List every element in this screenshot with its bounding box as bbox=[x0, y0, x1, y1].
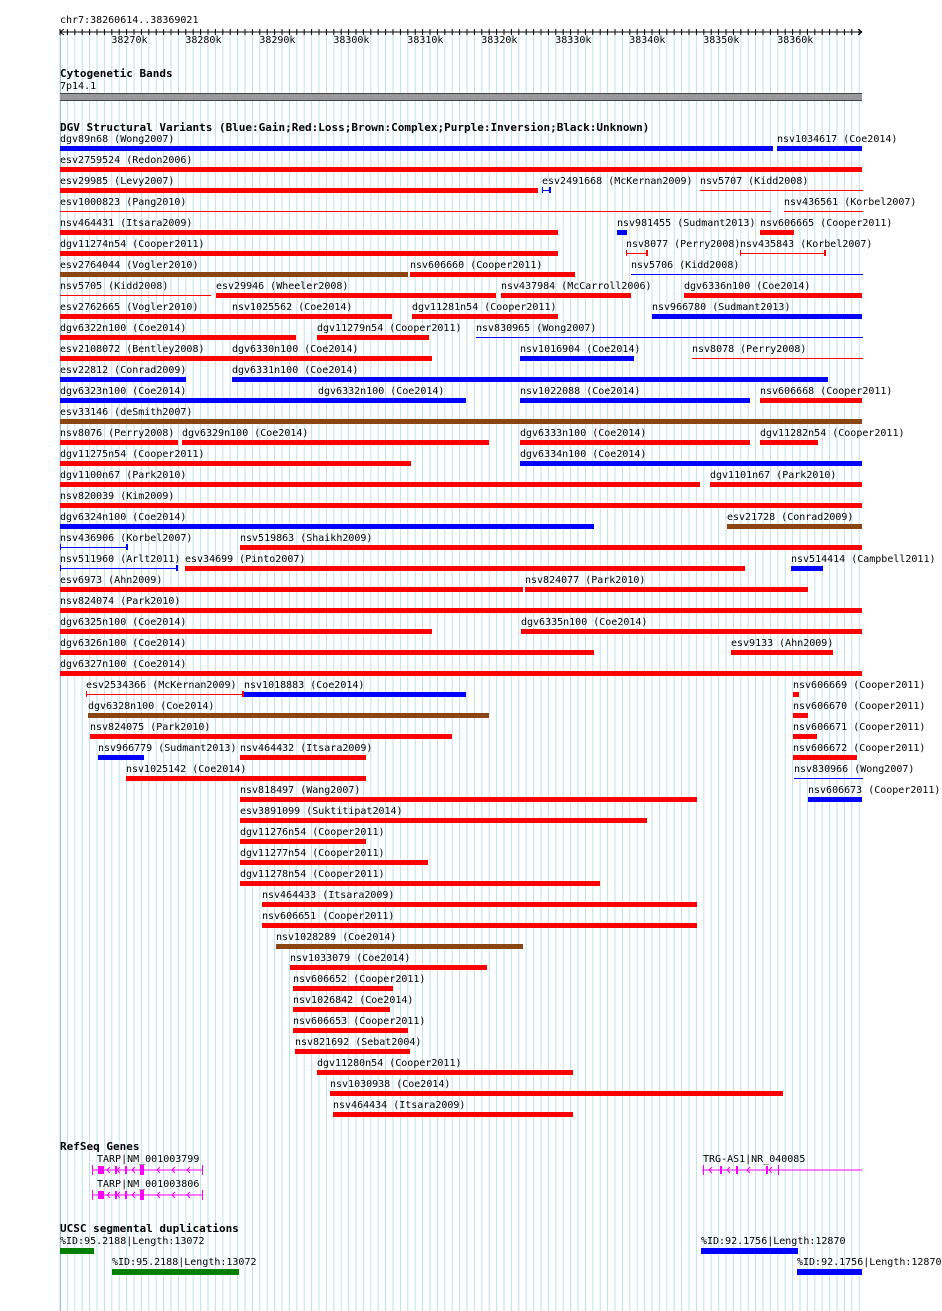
variant-bar[interactable] bbox=[760, 230, 794, 235]
variant-label[interactable]: nsv519863 (Shaikh2009) bbox=[240, 533, 373, 544]
variant-label[interactable]: nsv464434 (Itsara2009) bbox=[333, 1100, 466, 1111]
variant-label[interactable]: dgv6326n100 (Coe2014) bbox=[60, 638, 187, 649]
variant-label[interactable]: esv2491668 (McKernan2009) bbox=[542, 176, 693, 187]
variant-bar[interactable] bbox=[60, 230, 558, 235]
variant-bar[interactable] bbox=[626, 250, 648, 256]
variant-bar[interactable] bbox=[240, 545, 862, 550]
variant-bar[interactable] bbox=[60, 440, 178, 445]
gene-model[interactable] bbox=[90, 1189, 205, 1201]
variant-bar[interactable] bbox=[126, 776, 366, 781]
variant-label[interactable]: dgv11275n54 (Cooper2011) bbox=[60, 449, 205, 460]
segdup-label[interactable]: %ID:95.2188|Length:13072 bbox=[60, 1236, 205, 1247]
variant-label[interactable]: nsv824075 (Park2010) bbox=[90, 722, 211, 733]
variant-bar[interactable] bbox=[293, 986, 393, 991]
variant-label[interactable]: nsv606673 (Cooper2011) bbox=[808, 785, 941, 796]
variant-label[interactable]: esv2762665 (Vogler2010) bbox=[60, 302, 199, 313]
variant-bar[interactable] bbox=[244, 692, 466, 697]
variant-bar[interactable] bbox=[88, 713, 489, 718]
ruler-tick-label: 38280k bbox=[185, 35, 222, 46]
variant-bar[interactable] bbox=[60, 671, 862, 676]
variant-bar[interactable] bbox=[791, 566, 823, 571]
ruler-tick-label: 38320k bbox=[481, 35, 518, 46]
variant-label[interactable]: esv2534366 (McKernan2009) bbox=[86, 680, 237, 691]
gene-label[interactable]: TRG-AS1|NR_040085 bbox=[703, 1154, 806, 1165]
ruler-tick-label: 38270k bbox=[111, 35, 148, 46]
variant-bar[interactable] bbox=[60, 314, 232, 319]
variant-label[interactable]: dgv11282n54 (Cooper2011) bbox=[760, 428, 905, 439]
variant-bar[interactable] bbox=[60, 188, 538, 193]
variant-bar[interactable] bbox=[317, 1070, 573, 1075]
variant-bar[interactable] bbox=[60, 461, 411, 466]
variant-label[interactable]: nsv511960 (Arlt2011) bbox=[60, 554, 181, 565]
variant-bar[interactable] bbox=[60, 295, 211, 296]
exon bbox=[98, 1191, 104, 1199]
variant-label[interactable]: esv21728 (Conrad2009) bbox=[727, 512, 854, 523]
variant-bar[interactable] bbox=[501, 293, 631, 298]
variant-bar[interactable] bbox=[727, 524, 862, 529]
variant-bar[interactable] bbox=[240, 755, 366, 760]
segdup-bar[interactable] bbox=[701, 1248, 798, 1254]
variant-label[interactable]: nsv436906 (Korbel2007) bbox=[60, 533, 193, 544]
variant-bar[interactable] bbox=[216, 293, 496, 298]
variant-bar[interactable] bbox=[60, 211, 771, 212]
variant-label[interactable]: dgv6335n100 (Coe2014) bbox=[521, 617, 648, 628]
ruler-tick-label: 38310k bbox=[407, 35, 444, 46]
variant-label[interactable]: nsv821692 (Sebat2004) bbox=[295, 1037, 422, 1048]
dgv-track-title[interactable]: DGV Structural Variants (Blue:Gain;Red:Loss;Brown:Complex;Purple:Inversion;Black:Unknown) bbox=[60, 121, 650, 134]
exon bbox=[140, 1190, 144, 1200]
variant-label[interactable]: esv2764044 (Vogler2010) bbox=[60, 260, 199, 271]
variant-bar[interactable] bbox=[60, 146, 773, 151]
variant-label[interactable]: dgv6331n100 (Coe2014) bbox=[232, 365, 359, 376]
exon bbox=[125, 1166, 127, 1174]
variant-label[interactable]: esv29946 (Wheeler2008) bbox=[216, 281, 349, 292]
gene-model[interactable] bbox=[700, 1164, 862, 1176]
segdup-bar[interactable] bbox=[60, 1248, 94, 1254]
variant-bar[interactable] bbox=[731, 650, 833, 655]
exon bbox=[125, 1191, 127, 1199]
variant-label[interactable]: nsv1033079 (Coe2014) bbox=[290, 953, 411, 964]
variant-label[interactable]: dgv6329n100 (Coe2014) bbox=[182, 428, 309, 439]
ruler-position: chr7:38260614..38369021 bbox=[60, 15, 199, 26]
variant-label[interactable]: dgv11276n54 (Cooper2011) bbox=[240, 827, 385, 838]
variant-label[interactable]: dgv6336n100 (Coe2014) bbox=[684, 281, 811, 292]
cytoband-label: 7p14.1 bbox=[60, 81, 97, 92]
variant-label[interactable]: dgv6324n100 (Coe2014) bbox=[60, 512, 187, 523]
variant-bar[interactable] bbox=[684, 293, 862, 298]
variant-label[interactable]: nsv606652 (Cooper2011) bbox=[293, 974, 426, 985]
variant-label[interactable]: dgv6325n100 (Coe2014) bbox=[60, 617, 187, 628]
variant-bar[interactable] bbox=[333, 1112, 573, 1117]
variant-label[interactable]: esv3891099 (Suktitipat2014) bbox=[240, 806, 403, 817]
variant-bar[interactable] bbox=[617, 230, 627, 235]
variant-bar[interactable] bbox=[476, 337, 863, 338]
exon bbox=[92, 1165, 93, 1175]
exon bbox=[140, 1165, 144, 1175]
variant-bar[interactable] bbox=[60, 503, 862, 508]
variant-label[interactable]: nsv966779 (Sudmant2013) bbox=[98, 743, 237, 754]
variant-label[interactable]: nsv606651 (Cooper2011) bbox=[262, 911, 395, 922]
variant-bar[interactable] bbox=[793, 713, 808, 718]
variant-bar[interactable] bbox=[240, 839, 366, 844]
variant-label[interactable]: nsv464431 (Itsara2009) bbox=[60, 218, 193, 229]
variant-bar[interactable] bbox=[86, 691, 244, 697]
variant-bar[interactable] bbox=[60, 544, 128, 550]
variant-label[interactable]: dgv11274n54 (Cooper2011) bbox=[60, 239, 205, 250]
variant-bar[interactable] bbox=[784, 211, 863, 212]
variant-label[interactable]: nsv5707 (Kidd2008) bbox=[700, 176, 809, 187]
variant-label[interactable]: nsv606670 (Cooper2011) bbox=[793, 701, 926, 712]
variant-bar[interactable] bbox=[240, 860, 428, 865]
variant-label[interactable]: nsv1025142 (Coe2014) bbox=[126, 764, 247, 775]
cytoband-bar[interactable] bbox=[60, 93, 862, 101]
variant-bar[interactable] bbox=[520, 440, 750, 445]
ruler-tick-label: 38330k bbox=[555, 35, 592, 46]
variant-bar[interactable] bbox=[293, 1007, 390, 1012]
variant-label[interactable]: esv2108072 (Bentley2008) bbox=[60, 344, 205, 355]
ruler-tick-label: 38300k bbox=[333, 35, 370, 46]
variant-bar[interactable] bbox=[318, 398, 466, 403]
variant-label[interactable]: nsv830965 (Wong2007) bbox=[476, 323, 597, 334]
ruler-tick-label: 38340k bbox=[629, 35, 666, 46]
exon bbox=[92, 1190, 93, 1200]
exon bbox=[202, 1165, 203, 1175]
variant-label[interactable]: dgv11279n54 (Cooper2011) bbox=[317, 323, 462, 334]
variant-bar[interactable] bbox=[793, 734, 817, 739]
gene-model[interactable] bbox=[90, 1164, 205, 1176]
variant-bar[interactable] bbox=[794, 778, 863, 779]
variant-label[interactable]: nsv981455 (Sudmant2013) bbox=[617, 218, 756, 229]
variant-bar[interactable] bbox=[808, 797, 862, 802]
variant-bar[interactable] bbox=[777, 146, 862, 151]
variant-bar[interactable] bbox=[710, 482, 862, 487]
variant-bar[interactable] bbox=[232, 377, 828, 382]
variant-label[interactable]: nsv436561 (Korbel2007) bbox=[784, 197, 917, 208]
ruler-tick-label: 38360k bbox=[777, 35, 814, 46]
variant-label[interactable]: dgv6327n100 (Coe2014) bbox=[60, 659, 187, 670]
variant-label[interactable]: dgv6334n100 (Coe2014) bbox=[520, 449, 647, 460]
variant-bar[interactable] bbox=[240, 818, 647, 823]
variant-label[interactable]: nsv818497 (Wang2007) bbox=[240, 785, 361, 796]
variant-bar[interactable] bbox=[317, 335, 429, 340]
variant-bar[interactable] bbox=[60, 482, 700, 487]
variant-label[interactable]: dgv89n68 (Wong2007) bbox=[60, 134, 175, 145]
variant-bar[interactable] bbox=[60, 565, 178, 571]
variant-label[interactable]: nsv1030938 (Coe2014) bbox=[330, 1079, 451, 1090]
variant-bar[interactable] bbox=[240, 881, 600, 886]
variant-bar[interactable] bbox=[793, 692, 799, 697]
refseq-track-title[interactable]: RefSeq Genes bbox=[60, 1140, 140, 1153]
variant-bar[interactable] bbox=[60, 335, 296, 340]
variant-label[interactable]: nsv606671 (Cooper2011) bbox=[793, 722, 926, 733]
variant-label[interactable]: nsv824074 (Park2010) bbox=[60, 596, 181, 607]
variant-bar[interactable] bbox=[60, 587, 523, 592]
variant-bar[interactable] bbox=[700, 190, 863, 191]
variant-label[interactable]: nsv1016904 (Coe2014) bbox=[520, 344, 641, 355]
variant-label[interactable]: nsv1022088 (Coe2014) bbox=[520, 386, 641, 397]
variant-bar[interactable] bbox=[740, 250, 826, 256]
variant-bar[interactable] bbox=[412, 314, 558, 319]
variant-bar[interactable] bbox=[521, 629, 862, 634]
variant-label[interactable]: dgv11281n54 (Cooper2011) bbox=[412, 302, 557, 313]
variant-bar[interactable] bbox=[60, 251, 558, 256]
variant-label[interactable]: nsv606668 (Cooper2011) bbox=[760, 386, 893, 397]
variant-label[interactable]: dgv11277n54 (Cooper2011) bbox=[240, 848, 385, 859]
variant-label[interactable]: dgv1101n67 (Park2010) bbox=[710, 470, 837, 481]
variant-label[interactable]: dgv11280n54 (Cooper2011) bbox=[317, 1058, 462, 1069]
variant-label[interactable]: dgv6328n100 (Coe2014) bbox=[88, 701, 215, 712]
variant-bar[interactable] bbox=[276, 944, 523, 949]
variant-label[interactable]: nsv8076 (Perry2008) bbox=[60, 428, 175, 439]
exon bbox=[703, 1165, 704, 1175]
variant-bar[interactable] bbox=[692, 358, 863, 359]
variant-bar[interactable] bbox=[631, 274, 863, 275]
variant-bar[interactable] bbox=[60, 377, 186, 382]
variant-bar[interactable] bbox=[525, 587, 808, 592]
coordinate-ruler[interactable] bbox=[0, 24, 890, 50]
variant-label[interactable]: nsv1028289 (Coe2014) bbox=[276, 932, 397, 943]
variant-bar[interactable] bbox=[542, 187, 551, 193]
variant-label[interactable]: nsv606669 (Cooper2011) bbox=[793, 680, 926, 691]
variant-bar[interactable] bbox=[262, 923, 697, 928]
variant-bar[interactable] bbox=[60, 356, 232, 361]
variant-bar[interactable] bbox=[262, 902, 697, 907]
variant-label[interactable]: esv6973 (Ahn2009) bbox=[60, 575, 163, 586]
variant-bar[interactable] bbox=[60, 167, 862, 172]
variant-label[interactable]: esv1000823 (Pang2010) bbox=[60, 197, 187, 208]
variant-label[interactable]: esv9133 (Ahn2009) bbox=[731, 638, 834, 649]
variant-bar[interactable] bbox=[60, 398, 318, 403]
variant-bar[interactable] bbox=[182, 440, 489, 445]
variant-label[interactable]: nsv5705 (Kidd2008) bbox=[60, 281, 169, 292]
gene-label[interactable]: TARP|NM_001003806 bbox=[97, 1179, 200, 1190]
variant-bar[interactable] bbox=[520, 356, 634, 361]
exon bbox=[778, 1165, 779, 1175]
variant-label[interactable]: nsv514414 (Campbell2011) bbox=[791, 554, 936, 565]
variant-label[interactable]: dgv1100n67 (Park2010) bbox=[60, 470, 187, 481]
variant-label[interactable]: nsv1034617 (Coe2014) bbox=[777, 134, 898, 145]
variant-label[interactable]: dgv11278n54 (Cooper2011) bbox=[240, 869, 385, 880]
variant-bar[interactable] bbox=[793, 755, 857, 760]
variant-bar[interactable] bbox=[60, 524, 594, 529]
segdup-track-title[interactable]: UCSC segmental duplications bbox=[60, 1222, 239, 1235]
variant-bar[interactable] bbox=[410, 272, 575, 277]
variant-label[interactable]: nsv8077 (Perry2008) bbox=[626, 239, 741, 250]
variant-label[interactable]: esv33146 (deSmith2007) bbox=[60, 407, 193, 418]
variant-label[interactable]: nsv824077 (Park2010) bbox=[525, 575, 646, 586]
variant-label[interactable]: dgv6333n100 (Coe2014) bbox=[520, 428, 647, 439]
variant-label[interactable]: nsv966780 (Sudmant2013) bbox=[652, 302, 791, 313]
variant-bar[interactable] bbox=[60, 629, 432, 634]
variant-bar[interactable] bbox=[60, 272, 408, 277]
variant-label[interactable]: nsv606653 (Cooper2011) bbox=[293, 1016, 426, 1027]
variant-bar[interactable] bbox=[520, 398, 750, 403]
variant-label[interactable]: nsv435843 (Korbel2007) bbox=[740, 239, 873, 250]
exon bbox=[720, 1166, 722, 1174]
variant-label[interactable]: esv34699 (Pinto2007) bbox=[185, 554, 306, 565]
variant-label[interactable]: nsv830966 (Wong2007) bbox=[794, 764, 915, 775]
cytoband-track-title[interactable]: Cytogenetic Bands bbox=[60, 67, 173, 80]
variant-bar[interactable] bbox=[330, 1091, 783, 1096]
variant-label[interactable]: nsv606665 (Cooper2011) bbox=[760, 218, 893, 229]
variant-label[interactable]: nsv1018883 (Coe2014) bbox=[244, 680, 365, 691]
variant-bar[interactable] bbox=[760, 440, 818, 445]
variant-label[interactable]: nsv464433 (Itsara2009) bbox=[262, 890, 395, 901]
variant-label[interactable]: esv22812 (Conrad2009) bbox=[60, 365, 187, 376]
variant-label[interactable]: dgv6323n100 (Coe2014) bbox=[60, 386, 187, 397]
variant-bar[interactable] bbox=[290, 965, 487, 970]
variant-label[interactable]: nsv1025562 (Coe2014) bbox=[232, 302, 353, 313]
variant-label[interactable]: nsv437984 (McCarroll2006) bbox=[501, 281, 652, 292]
variant-label[interactable]: nsv1026842 (Coe2014) bbox=[293, 995, 414, 1006]
variant-bar[interactable] bbox=[760, 398, 862, 403]
variant-bar[interactable] bbox=[98, 755, 144, 760]
segdup-bar[interactable] bbox=[112, 1269, 239, 1275]
ruler-tick-label: 38350k bbox=[703, 35, 740, 46]
variant-label[interactable]: dgv6322n100 (Coe2014) bbox=[60, 323, 187, 334]
variant-bar[interactable] bbox=[90, 734, 452, 739]
segdup-label[interactable]: %ID:92.1756|Length:12870 bbox=[701, 1236, 846, 1247]
variant-bar[interactable] bbox=[652, 314, 862, 319]
variant-bar[interactable] bbox=[295, 1049, 410, 1054]
variant-label[interactable]: esv29985 (Levy2007) bbox=[60, 176, 175, 187]
variant-bar[interactable] bbox=[232, 356, 432, 361]
segdup-label[interactable]: %ID:95.2188|Length:13072 bbox=[112, 1257, 257, 1268]
variant-bar[interactable] bbox=[240, 797, 697, 802]
variant-bar[interactable] bbox=[60, 608, 862, 613]
segdup-bar[interactable] bbox=[797, 1269, 862, 1275]
variant-label[interactable]: dgv6330n100 (Coe2014) bbox=[232, 344, 359, 355]
exon bbox=[98, 1166, 104, 1174]
variant-bar[interactable] bbox=[232, 314, 392, 319]
variant-bar[interactable] bbox=[520, 461, 862, 466]
exon bbox=[202, 1190, 203, 1200]
ruler-tick-label: 38290k bbox=[259, 35, 296, 46]
variant-bar[interactable] bbox=[60, 419, 862, 424]
variant-label[interactable]: nsv464432 (Itsara2009) bbox=[240, 743, 373, 754]
variant-bar[interactable] bbox=[60, 650, 594, 655]
variant-label[interactable]: nsv606660 (Cooper2011) bbox=[410, 260, 543, 271]
variant-label[interactable]: nsv606672 (Cooper2011) bbox=[793, 743, 926, 754]
variant-bar[interactable] bbox=[293, 1028, 408, 1033]
segdup-label[interactable]: %ID:92.1756|Length:12870 bbox=[797, 1257, 942, 1268]
exon bbox=[766, 1166, 768, 1174]
variant-label[interactable]: nsv820039 (Kim2009) bbox=[60, 491, 175, 502]
variant-label[interactable]: dgv6332n100 (Coe2014) bbox=[318, 386, 445, 397]
variant-bar[interactable] bbox=[185, 566, 745, 571]
gene-label[interactable]: TARP|NM_001003799 bbox=[97, 1154, 200, 1165]
exon bbox=[736, 1166, 738, 1174]
variant-label[interactable]: nsv8078 (Perry2008) bbox=[692, 344, 807, 355]
variant-label[interactable]: esv2759524 (Redon2006) bbox=[60, 155, 193, 166]
variant-label[interactable]: nsv5706 (Kidd2008) bbox=[631, 260, 740, 271]
